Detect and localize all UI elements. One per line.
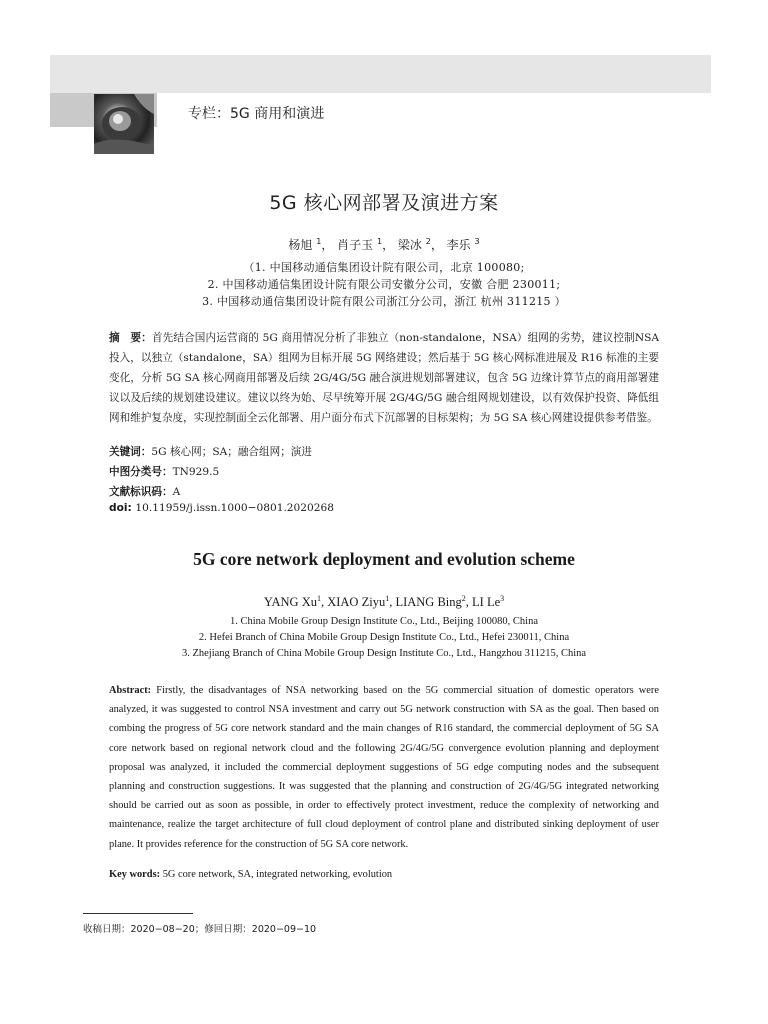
abstract-cn	[109, 328, 659, 428]
author-sup: 1	[316, 237, 322, 246]
author-sup: 2	[425, 237, 431, 246]
abstract-cn-label: 摘 要：	[109, 332, 152, 344]
affiliation-cn: 2. 中国移动通信集团设计院有限公司安徽分公司，安徽 合肥 230011;	[207, 278, 561, 291]
author-name: 李乐	[446, 238, 471, 252]
paper-title-cn: 5G 核心网部署及演进方案	[269, 192, 499, 214]
author-name: 肖子玉	[337, 238, 374, 252]
paper-title-en: 5G core network deployment and evolution scheme	[193, 549, 575, 569]
meta-value: A	[172, 486, 181, 498]
author-sup: 2	[461, 594, 466, 603]
author-name: LIANG Bing	[395, 595, 462, 610]
abstract-cn-text: 首先结合国内运营商的 5G 商用情况分析了非独立（non-standalone，NSA）组网的劣势，建议控制NSA 投入，以独立（standalone，SA）组网为目标开展 5G 网络建设；然后基于 5G 核心网标准进展及 R16 标准的主要变化，分析 5G SA 核心网商用部署及后续 2G/4G/5G 融合演进规划部署建议，包含 5G 边缘计算节点的商用部署建议以及后续的规划建设建议。建议以终为始、尽早统筹开展 2G/4G/5G 融合组网规划建设，以有效保护投资、降低组网和维护复杂度，实现控制面全云化部署、用户面分布式下沉部署的目标架构；为 5G SA 核心网建设提供参考借鉴。	[109, 332, 660, 424]
author-sup: 3	[474, 237, 480, 246]
keywords-cn	[109, 444, 312, 459]
abstract-en-label: Abstract:	[109, 685, 152, 696]
keywords-en-label: Key words:	[109, 869, 161, 880]
meta-label: doi:	[109, 502, 136, 514]
affiliation-cn: 3. 中国移动通信集团设计院有限公司浙江分公司，浙江 杭州 311215 ）	[202, 295, 566, 308]
author-name: LI Le	[472, 595, 501, 610]
author-sup: 1	[316, 594, 321, 603]
meta-label: 中图分类号：	[109, 466, 173, 478]
document-code	[109, 484, 180, 499]
abstract-en-text: Firstly, the disadvantages of NSA networking based on the 5G commercial situation of domestic operators were analyzed, it was suggested to control NSA investment and carry out 5G network construction with SA as the goal. Then based on combing the progress of 5G core network standard and the main changes of R16 standard, the commercial deployment of 5G SA core network based on regional network cloud and the following 2G/4G/5G convergence evolution planning and deployment proposal was analyzed, it included the commercial deployment suggestions of 5G edge computing nodes and the subsequent planning and construction suggestions. It was suggested that the planning and construction of 2G/4G/5G integrated networking should be carried out as soon as possible, in order to effectively protect investment, reduce the complexity of networking and maintenance, realize the target architecture of full cloud deployment of control plane and distributed sinking deployment of user plane. It provides reference for the construction of 5G SA core network.	[109, 685, 659, 850]
column-label: 专栏：5G 商用和演进	[188, 106, 325, 122]
abstract-en	[109, 681, 659, 854]
author-name: XIAO Ziyu	[327, 595, 386, 610]
column-thumbnail-image	[94, 94, 154, 154]
keywords-en-text: 5G core network, SA, integrated networking, evolution	[160, 869, 393, 880]
footnote-divider	[83, 913, 193, 914]
authors-cn: 杨旭 $^1$， 肖子玉 $^1$， 梁冰 $^2$， 李乐 $^3$	[288, 237, 480, 252]
meta-label: 文献标识码：	[109, 486, 173, 498]
doi	[109, 502, 334, 514]
author-sup: 1	[385, 594, 390, 603]
affiliation-en: 3. Zhejiang Branch of China Mobile Group Design Institute Co., Ltd., Hangzhou 311215, China	[181, 648, 587, 659]
received-date-footnote: 收稿日期：2020−08−20；修回日期：2020−09−10	[83, 924, 317, 935]
affiliation-en: 2. Hefei Branch of China Mobile Group Design Institute Co., Ltd., Hefei 230011, China	[198, 632, 570, 643]
author-sup: 1	[376, 237, 383, 246]
author-name: 杨旭	[288, 238, 313, 252]
meta-value: 10.11959/j.issn.1000−0801.2020268	[135, 502, 334, 514]
affiliation-cn: （1. 中国移动通信集团设计院有限公司，北京 100080;	[243, 261, 525, 274]
meta-label: 关键词：	[109, 446, 152, 458]
author-name: 梁冰	[397, 238, 422, 252]
header-band	[50, 55, 711, 93]
author-name: YANG Xu	[263, 595, 317, 610]
affiliation-en: 1. China Mobile Group Design Institute Co., Ltd., Beijing 100080, China	[230, 616, 538, 627]
classification-number	[109, 464, 219, 479]
meta-value: 5G 核心网；SA；融合组网；演进	[151, 446, 312, 458]
meta-value: TN929.5	[172, 466, 220, 478]
author-sup: 3	[500, 594, 505, 603]
keywords-en	[109, 869, 392, 880]
authors-en: YANG Xu$^1$, XIAO Ziyu$^1$, LIANG Bing$^2$, LI Le$^3$	[263, 594, 505, 610]
